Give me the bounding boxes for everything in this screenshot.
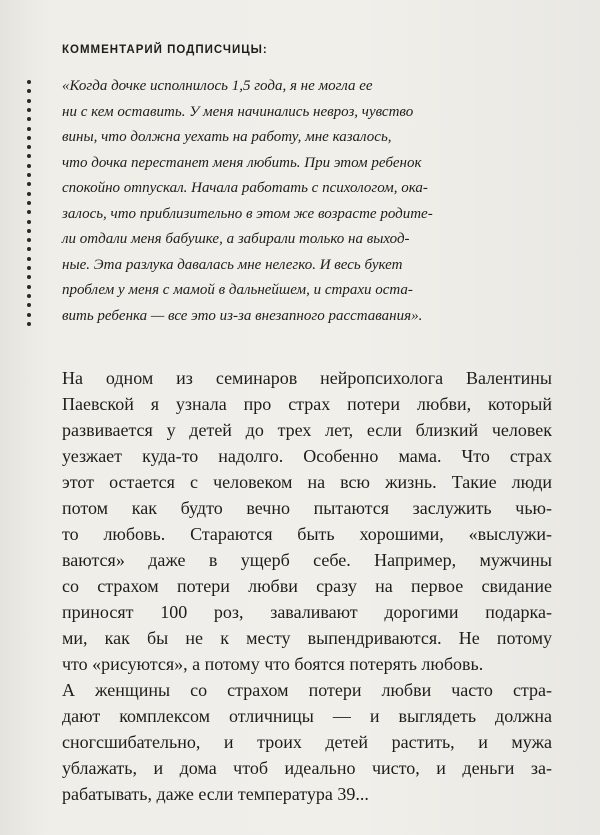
quote-line: вить ребенка — все это из-за внезапного расставания».: [62, 307, 423, 324]
body-line: А женщины со страхом потери любви часто стра-: [62, 680, 552, 700]
body-line: На одном из семинаров нейропсихолога Валентины: [62, 368, 552, 388]
quote-line: залось, что приблизительно в этом же возрасте родите-: [62, 205, 433, 222]
quote-line: вины, что должна уехать на работу, мне казалось,: [62, 129, 392, 145]
body-line: развивается у детей до трех лет, если близкий человек: [62, 420, 552, 440]
margin-dot: [27, 164, 31, 168]
margin-dot: [27, 257, 31, 261]
margin-dot: [27, 201, 31, 205]
margin-dot: [27, 108, 31, 112]
quote-line: что дочка перестанет меня любить. При этом ребенок: [62, 154, 422, 171]
margin-dot: [27, 154, 31, 158]
body-line: то любовь. Стараются быть хорошими, «выслужи-: [62, 524, 552, 544]
dotted-margin-line: [27, 80, 35, 330]
main-text: [62, 365, 552, 807]
margin-dot: [27, 294, 31, 298]
margin-dot: [27, 117, 31, 121]
quote-line: проблем у меня с мамой в дальнейшем, и страхи оста-: [62, 282, 413, 298]
body-line: уезжает куда-то надолго. Особенно мама. Что страх: [62, 446, 552, 466]
margin-dot: [27, 145, 31, 149]
margin-dot: [27, 210, 31, 214]
margin-dot: [27, 266, 31, 270]
body-line: потом как будто вечно пытаются заслужить чью-: [62, 498, 552, 518]
margin-dot: [27, 89, 31, 93]
margin-dot: [27, 238, 31, 242]
margin-dot: [27, 127, 31, 131]
body-line: сногсшибательно, и троих детей растить, и мужа: [62, 732, 552, 752]
margin-dot: [27, 285, 31, 289]
body-line: рабатывать, даже если температура 39...: [62, 784, 369, 804]
margin-dot: [27, 275, 31, 279]
body-line: со страхом потери любви сразу на первое свидание: [62, 576, 552, 596]
quote-line: ные. Эта разлука давалась мне нелегко. И весь букет: [62, 256, 403, 273]
subscriber-quote: [62, 74, 522, 329]
quote-line: ли отдали меня бабушке, а забирали только на выход-: [62, 231, 410, 247]
margin-dot: [27, 303, 31, 307]
margin-dot: [27, 220, 31, 224]
body-line: ми, как бы не к месту выпендриваются. Не потому: [62, 628, 552, 648]
body-line: что «рисуются», а потому что боятся потерять любовь.: [62, 654, 484, 674]
quote-line: спокойно отпускал. Начала работать с психологом, ока-: [62, 180, 428, 196]
margin-dot: [27, 173, 31, 177]
quote-line: «Когда дочке исполнилось 1,5 года, я не могла ее: [62, 78, 373, 94]
margin-dot: [27, 80, 31, 84]
body-line: этот остается с человеком на всю жизнь. Такие люди: [62, 472, 552, 492]
margin-dot: [27, 247, 31, 251]
body-line: ваются» даже в ущерб себе. Например, мужчины: [62, 550, 552, 570]
margin-dot: [27, 229, 31, 233]
comment-heading: КОММЕНТАРИЙ ПОДПИСЧИЦЫ:: [62, 44, 268, 56]
margin-dot: [27, 313, 31, 317]
body-line: ублажать, и дома чтоб идеально чисто, и деньги за-: [62, 758, 552, 778]
body-line: Паевской я узнала про страх потери любви, который: [62, 394, 552, 414]
margin-dot: [27, 136, 31, 140]
margin-dot: [27, 322, 31, 326]
body-line: приносят 100 роз, заваливают дорогими подарка-: [62, 602, 552, 622]
quote-line: ни с кем оставить. У меня начинались невроз, чувство: [62, 103, 414, 120]
margin-dot: [27, 192, 31, 196]
body-line: дают комплексом отличницы — и выглядеть должна: [62, 706, 552, 726]
margin-dot: [27, 182, 31, 186]
margin-dot: [27, 99, 31, 103]
